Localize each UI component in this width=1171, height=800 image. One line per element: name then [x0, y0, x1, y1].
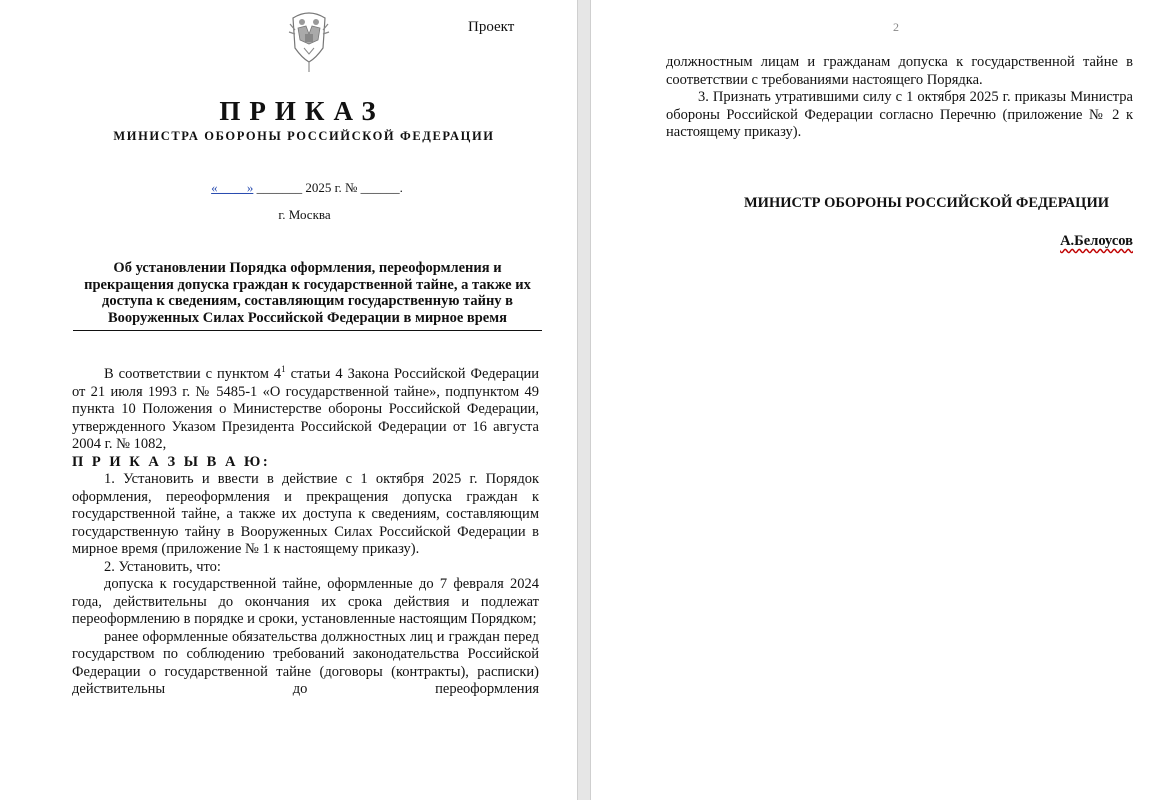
city-line: г. Москва [278, 207, 331, 222]
subject-underline [73, 330, 542, 331]
item-1-paragraph: 1. Установить и ввести в действие с 1 октября 2025 г. Порядок оформления, переоформления и прекращения допуска граждан к государственной тайне, а также их доступа к сведениям, составляющим государственную тайну в Вооруженных Силах Российской Федерации в мирное время (приложение № 1 к настоящему приказу). [72, 471, 539, 557]
page-number: 2 [893, 20, 899, 34]
document-page-1 [0, 0, 577, 800]
item-2-paragraph: 2. Установить, что: [104, 558, 221, 575]
date-year-number: _______ 2025 г. № ______. [253, 180, 403, 195]
date-number-line [0, 180, 577, 196]
document-title: ПРИКАЗ [219, 96, 385, 126]
preamble-part-b: статьи 4 Закона Российской Федерации от 21 июля 1993 г. № 5485-1 «О государственной тайне», подпунктом 49 пункта 10 Положения о Министерстве обороны Российской Федерации, утвержденного Указом Президента Российской Федерации от 16 августа 2004 г. № 1082, [72, 366, 539, 452]
minister-title: МИНИСТР ОБОРОНЫ РОССИЙСКОЙ ФЕДЕРАЦИИ [744, 195, 1109, 211]
order-subject-heading: Об установлении Порядка оформления, переоформления и прекращения допуска граждан к государственной тайне, а также их доступа к сведениям, составляющим государственную тайну в Вооруженных Силах Российской Федерации в мирное время [84, 260, 531, 326]
signer-name: А.Белоусов [1060, 233, 1133, 249]
draft-label: Проект [468, 19, 515, 35]
preamble-superscript: 1 [281, 364, 286, 375]
preamble-part-a: В соответствии с пунктом 4 [104, 366, 282, 382]
page-gap-divider [577, 0, 591, 800]
coat-of-arms-emblem-icon [286, 4, 332, 72]
item-2a-paragraph: допуска к государственной тайне, оформленные до 7 февраля 2024 года, действительны до окончания их срока действия и подлежат переоформлению в порядке и сроки, установленные настоящим Порядком; [72, 576, 539, 627]
document-subtitle: МИНИСТРА ОБОРОНЫ РОССИЙСКОЙ ФЕДЕРАЦИИ [113, 129, 495, 143]
continuation-paragraph: должностным лицам и гражданам допуска к государственной тайне в соответствии с требованиями настоящего Порядка. [666, 54, 1133, 88]
item-3-paragraph: 3. Признать утратившими силу с 1 октября 2025 г. приказы Министра обороны Российской Федерации согласно Перечню (приложение № 2 к настоящему приказу). [666, 89, 1133, 140]
order-body-continued [666, 54, 1133, 142]
item-2b-paragraph: ранее оформленные обязательства должностных лиц и граждан перед государством по соблюдению требований законодательства Российской Федерации о государственной тайне (договоры (контракты), расписки) действительны до переоформления [72, 628, 539, 697]
date-day-placeholder[interactable]: «__ __» [211, 180, 254, 195]
order-body [72, 366, 539, 699]
orders-keyword: П Р И К А З Ы В А Ю: [72, 453, 271, 470]
document-page-2 [591, 0, 1171, 800]
preamble-paragraph [72, 366, 539, 454]
